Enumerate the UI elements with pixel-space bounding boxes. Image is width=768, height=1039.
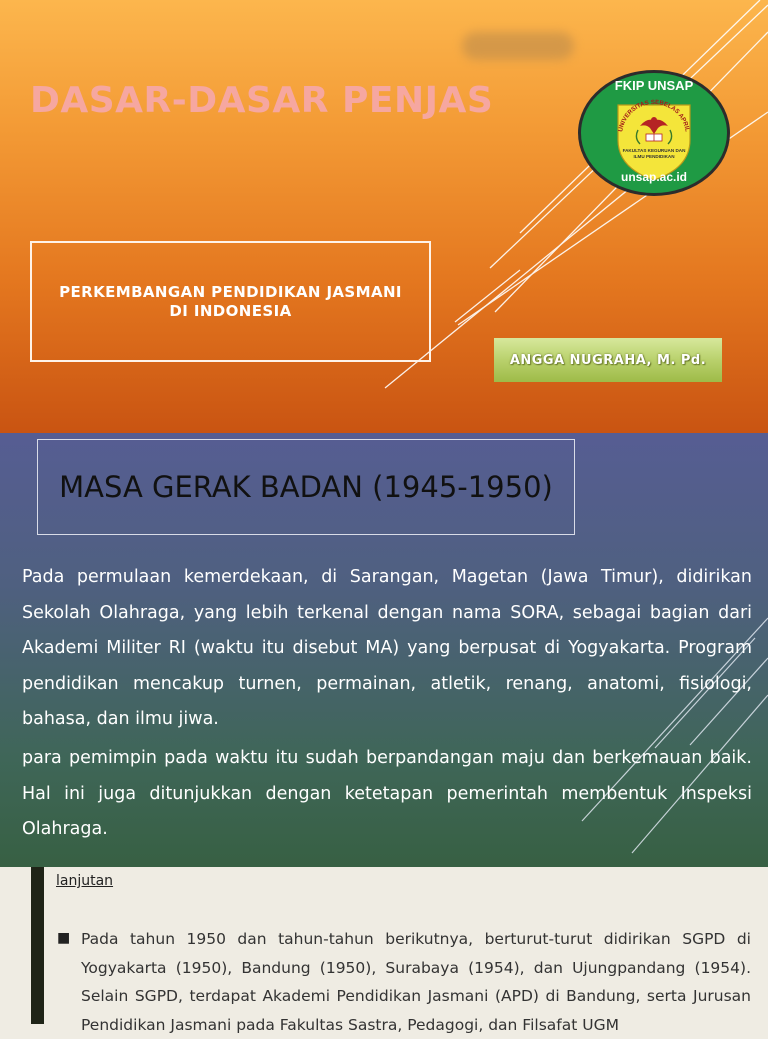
author-name: ANGGA NUGRAHA, M. Pd. bbox=[509, 352, 707, 368]
slide-subheading: lanjutan bbox=[56, 873, 114, 889]
heading-box bbox=[37, 439, 575, 535]
content-slide-masa-gerak-badan bbox=[0, 433, 768, 867]
slide-heading: MASA GERAK BADAN (1945-1950) bbox=[59, 469, 553, 504]
bullet-text: Pada tahun 1950 dan tahun-tahun berikutnya, berturut-turut didirikan SGPD di Yogyakarta (1950), Bandung (1950), Surabaya (1954), dan Ujungpandang (1954). Selain SGPD, terdapat Akademi Pendidikan Jasmani (APD) di Bandung, serta Jurusan Pendidikan Jasmani pada Fakultas Sastra, Pedagogi, dan Filsafat UGM bbox=[81, 930, 751, 1034]
logo-bottom-text: unsap.ac.id bbox=[620, 170, 688, 184]
slide-title: DASAR-DASAR PENJAS bbox=[30, 80, 494, 121]
subtitle-text: PERKEMBANGAN PENDIDIKAN JASMANI DI INDONESIA bbox=[59, 282, 402, 320]
university-logo bbox=[576, 68, 732, 198]
logo-inner-text-2: ILMU PENDIDIKAN bbox=[633, 154, 675, 159]
paragraph-2: para pemimpin pada waktu itu sudah berpandangan maju dan berkemauan baik. Hal ini juga ditunjukkan dengan ketetapan pemerintah membentuk Inspeksi Olahraga. bbox=[22, 748, 752, 839]
content-slide-lanjutan bbox=[0, 867, 768, 1034]
square-bullet-icon: ■ bbox=[57, 930, 71, 946]
logo-top-text: FKIP UNSAP bbox=[614, 78, 694, 93]
title-slide bbox=[0, 0, 768, 433]
subtitle-box bbox=[30, 241, 431, 362]
paragraph-1: Pada permulaan kemerdekaan, di Sarangan, Magetan (Jawa Timur), didirikan Sekolah Olahraga, yang lebih terkenal dengan nama SORA, sebagai bagian dari Akademi Militer RI (waktu itu disebut MA) yang berpusat di Yogyakarta. Program pendidikan mencakup turnen, permainan, atletik, renang, anatomi, fisiologi, bahasa, dan ilmu jiwa. bbox=[22, 567, 752, 729]
author-badge bbox=[494, 338, 722, 382]
accent-bar bbox=[31, 867, 44, 1024]
logo-inner-text-1: FAKULTAS KEGURUAN DAN bbox=[622, 148, 686, 153]
logo-ring-text: UNIVERSITAS SEBELAS APRIL bbox=[617, 98, 691, 133]
